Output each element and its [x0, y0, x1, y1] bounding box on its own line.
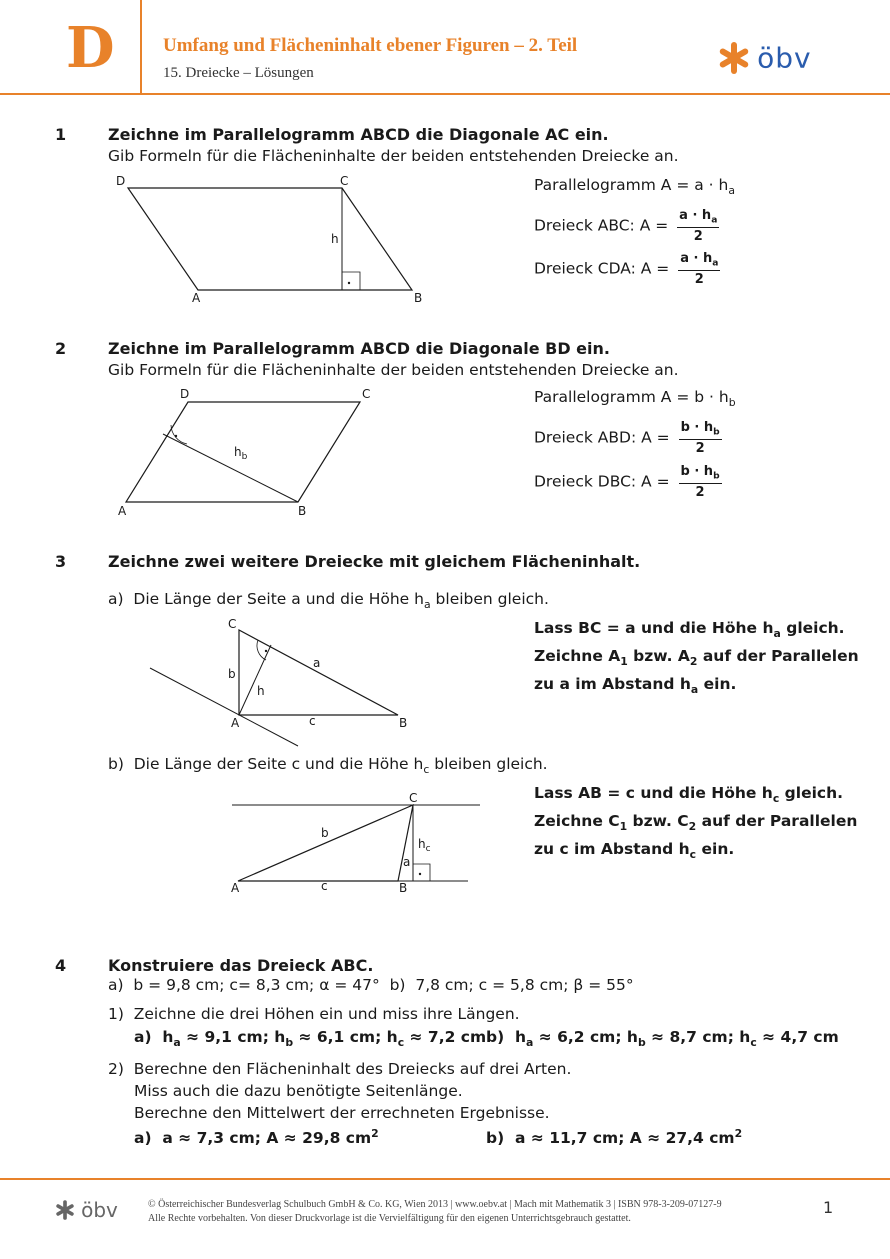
formula-triangle-abc: [534, 208, 719, 244]
side-label-a: a: [403, 855, 411, 869]
task-title: Konstruiere das Dreieck ABC.: [108, 956, 374, 975]
task-number: 4: [55, 956, 67, 975]
right-angle-marker: [342, 272, 360, 290]
fraction-numerator: b · h: [680, 464, 714, 479]
subtask-text: Berechne den Flächeninhalt des Dreiecks auf drei Arten.: [133, 1060, 572, 1078]
vertex-label-a: A: [118, 504, 127, 518]
answer-3a: [534, 617, 859, 701]
height-label: $h_b$: [234, 445, 248, 462]
vertex-label-c: C: [340, 174, 349, 188]
right-angle-dot: [175, 435, 177, 437]
vertex-label-c: C: [362, 387, 371, 401]
height-line: [163, 434, 298, 502]
formula-subscript: a: [728, 184, 735, 198]
side-label-b: b: [228, 667, 236, 681]
triangle-shape: [238, 805, 413, 881]
formula-text: Parallelogramm A = a · h: [534, 176, 729, 194]
logo-wordmark: öbv: [81, 1198, 118, 1222]
right-angle-arc: [171, 425, 187, 444]
subtask-subscript: a: [423, 598, 431, 612]
asterisk-logo-icon: [716, 40, 752, 76]
vertex-label-b: B: [399, 881, 408, 895]
footer-rule: [0, 1178, 890, 1180]
subtask-marker: 1): [108, 1005, 124, 1023]
subtask-1: [108, 1005, 520, 1023]
task-title: Zeichne im Parallelogramm ABCD die Diagonale AC ein.: [108, 125, 609, 144]
answer-line: zu c im Abstand $h_c$ ein.: [534, 840, 735, 862]
answer-line: Zeichne $A_1$ bzw. $A_2$ auf der Parallelen: [534, 647, 859, 669]
subtask-marker: a): [108, 590, 124, 608]
right-angle-dot: [419, 873, 421, 875]
fraction-denominator: 2: [695, 484, 705, 500]
triangle-shape: [239, 630, 398, 715]
publisher-logo: [716, 40, 812, 76]
subtask-text-end: bleiben gleich.: [430, 590, 549, 608]
fraction: [678, 251, 720, 287]
formula-text: Dreieck DBC: A =: [534, 472, 670, 491]
footer-logo: [54, 1198, 118, 1222]
task-number: 1: [55, 125, 67, 144]
task-instruction: Gib Formeln für die Flächeninhalte der beiden entstehenden Dreiecke an.: [108, 147, 679, 165]
fraction-numerator: a · h: [680, 251, 713, 266]
vertex-label-a: A: [192, 291, 201, 305]
task-instruction: Gib Formeln für die Flächeninhalte der beiden entstehenden Dreiecke an.: [108, 361, 679, 379]
fraction-subscript: a: [711, 215, 718, 226]
formula-subscript: b: [728, 396, 736, 410]
answer-marker: b): [486, 1129, 505, 1148]
subtask-a-text: [108, 590, 549, 611]
task-title: Zeichne zwei weitere Dreiecke mit gleichem Flächeninhalt.: [108, 552, 641, 571]
parallelogram-diagram-2: [110, 382, 390, 522]
fraction-denominator: 2: [694, 271, 704, 287]
right-angle-dot: [348, 282, 350, 284]
fraction-subscript: a: [712, 258, 719, 269]
vertex-label-c: C: [228, 617, 237, 631]
logo-wordmark: öbv: [757, 41, 812, 75]
answer-line: Lass BC = a und die Höhe $h_a$ gleich.: [534, 619, 845, 641]
answer-4-2b: b) a ≈ 11,7 cm; A ≈ 27,4 $cm^2$: [486, 1127, 743, 1148]
formula-text: Dreieck ABC: A =: [534, 216, 669, 235]
footer-line: Alle Rechte vorbehalten. Von dieser Druckvorlage ist die Vervielfältigung für den eigenen Unterrichtsgebrauch gestattet.: [148, 1213, 631, 1224]
subtask-marker: b): [108, 755, 124, 773]
footer-line: © Österreichischer Bundesverlag Schulbuch GmbH & Co. KG, Wien 2013 | www.oebv.at | Mach mit Mathematik 3 | ISBN 978-3-209-07127-9: [148, 1199, 722, 1210]
fraction-numerator: a · h: [679, 208, 712, 223]
footer-copyright: [148, 1198, 722, 1226]
answer-4-2a: a) a ≈ 7,3 cm; A ≈ 29,8 $cm^2$: [134, 1127, 379, 1148]
subtask-text: Berechne den Mittelwert der errechneten Ergebnisse.: [134, 1104, 550, 1122]
triangle-diagram-3b: [222, 788, 482, 898]
header-divider: [140, 0, 142, 93]
task-number: 3: [55, 552, 67, 571]
subtask-text-end: bleiben gleich.: [429, 755, 548, 773]
answer-line: zu a im Abstand $h_a$ ein.: [534, 675, 737, 697]
parallelogram-shape: [128, 188, 412, 290]
task-number: 2: [55, 339, 67, 358]
right-angle-marker: [413, 864, 430, 881]
fraction: [679, 464, 722, 500]
formula-parallelogram: [534, 176, 735, 197]
fraction: [677, 208, 719, 244]
triangle-diagram-3a: [140, 612, 440, 752]
answer-4-1b: b) $h_a \approx 6,2$ cm; $h_b \approx 8,7$ cm; $h_c \approx 4,7$ cm: [486, 1028, 839, 1050]
fraction-denominator: 2: [695, 440, 705, 456]
side-label-c: c: [309, 714, 316, 728]
parallel-line: [150, 668, 298, 746]
fraction-subscript: b: [713, 427, 720, 438]
section-letter: D: [66, 15, 115, 81]
side-label-a: a: [313, 656, 321, 670]
answer-line: Zeichne $C_1$ bzw. $C_2$ auf der Parallelen: [534, 812, 858, 834]
subtask-text: Miss auch die dazu benötigte Seitenlänge.: [134, 1082, 463, 1100]
subtask-text: Die Länge der Seite c und die Höhe h: [133, 755, 424, 773]
answer-marker: a): [134, 1028, 152, 1046]
subtask-b-text: [108, 755, 548, 776]
formula-triangle-dbc: [534, 464, 722, 500]
task-title: Zeichne im Parallelogramm ABCD die Diagonale BD ein.: [108, 339, 610, 358]
height-line: [239, 645, 271, 715]
vertex-label-b: B: [414, 291, 423, 305]
vertex-label-d: D: [116, 174, 126, 188]
answer-4-1a: a) $h_a \approx 9,1$ cm; $h_b \approx 6,1$ cm; $h_c \approx 7,2$ cm: [134, 1028, 487, 1050]
formula-text: Dreieck CDA: A =: [534, 259, 670, 278]
subtask-2: [108, 1058, 571, 1124]
task-given-values: a) b = 9,8 cm; c= 8,3 cm; α = 47° b) 7,8 cm; c = 5,8 cm; β = 55°: [108, 976, 634, 994]
vertex-label-a: A: [231, 881, 240, 895]
subtask-marker: 2): [108, 1060, 124, 1078]
answer-marker: a): [134, 1129, 152, 1148]
vertex-label-b: B: [399, 716, 408, 730]
answer-marker: b): [486, 1028, 505, 1046]
formula-text: Dreieck ABD: A =: [534, 428, 670, 447]
right-angle-dot: [265, 650, 267, 652]
side-label-c: c: [321, 879, 328, 893]
formula-triangle-abd: [534, 420, 722, 456]
vertex-label-a: A: [231, 716, 240, 730]
formula-triangle-cda: [534, 251, 720, 287]
formula-parallelogram: [534, 388, 736, 409]
height-label: h: [331, 232, 339, 246]
subtask-text: Die Länge der Seite a und die Höhe h: [133, 590, 424, 608]
asterisk-logo-icon: [54, 1199, 76, 1221]
answer-line: Lass AB = c und die Höhe $h_c$ gleich.: [534, 784, 844, 806]
fraction-subscript: b: [713, 471, 720, 482]
vertex-label-b: B: [298, 504, 307, 518]
right-angle-arc: [257, 640, 266, 660]
formula-text: Parallelogramm A = b · h: [534, 388, 729, 406]
page-number: 1: [823, 1198, 834, 1217]
subtask-text: Zeichne die drei Höhen ein und miss ihre Längen.: [133, 1005, 520, 1023]
vertex-label-d: D: [180, 387, 190, 401]
parallelogram-diagram-1: [110, 170, 430, 310]
fraction-denominator: 2: [693, 228, 703, 244]
height-label: $h_c$: [418, 837, 431, 854]
header-rule: [0, 93, 890, 95]
height-label: h: [257, 684, 265, 698]
side-label-b: b: [321, 826, 329, 840]
page-title: Umfang und Flächeninhalt ebener Figuren – 2. Teil: [163, 35, 578, 56]
fraction-numerator: b · h: [680, 420, 714, 435]
fraction: [679, 420, 722, 456]
answer-3b: [534, 782, 857, 866]
page-subtitle: 15. Dreiecke – Lösungen: [163, 65, 314, 81]
subtask-subscript: c: [423, 763, 430, 777]
vertex-label-c: C: [409, 791, 418, 805]
